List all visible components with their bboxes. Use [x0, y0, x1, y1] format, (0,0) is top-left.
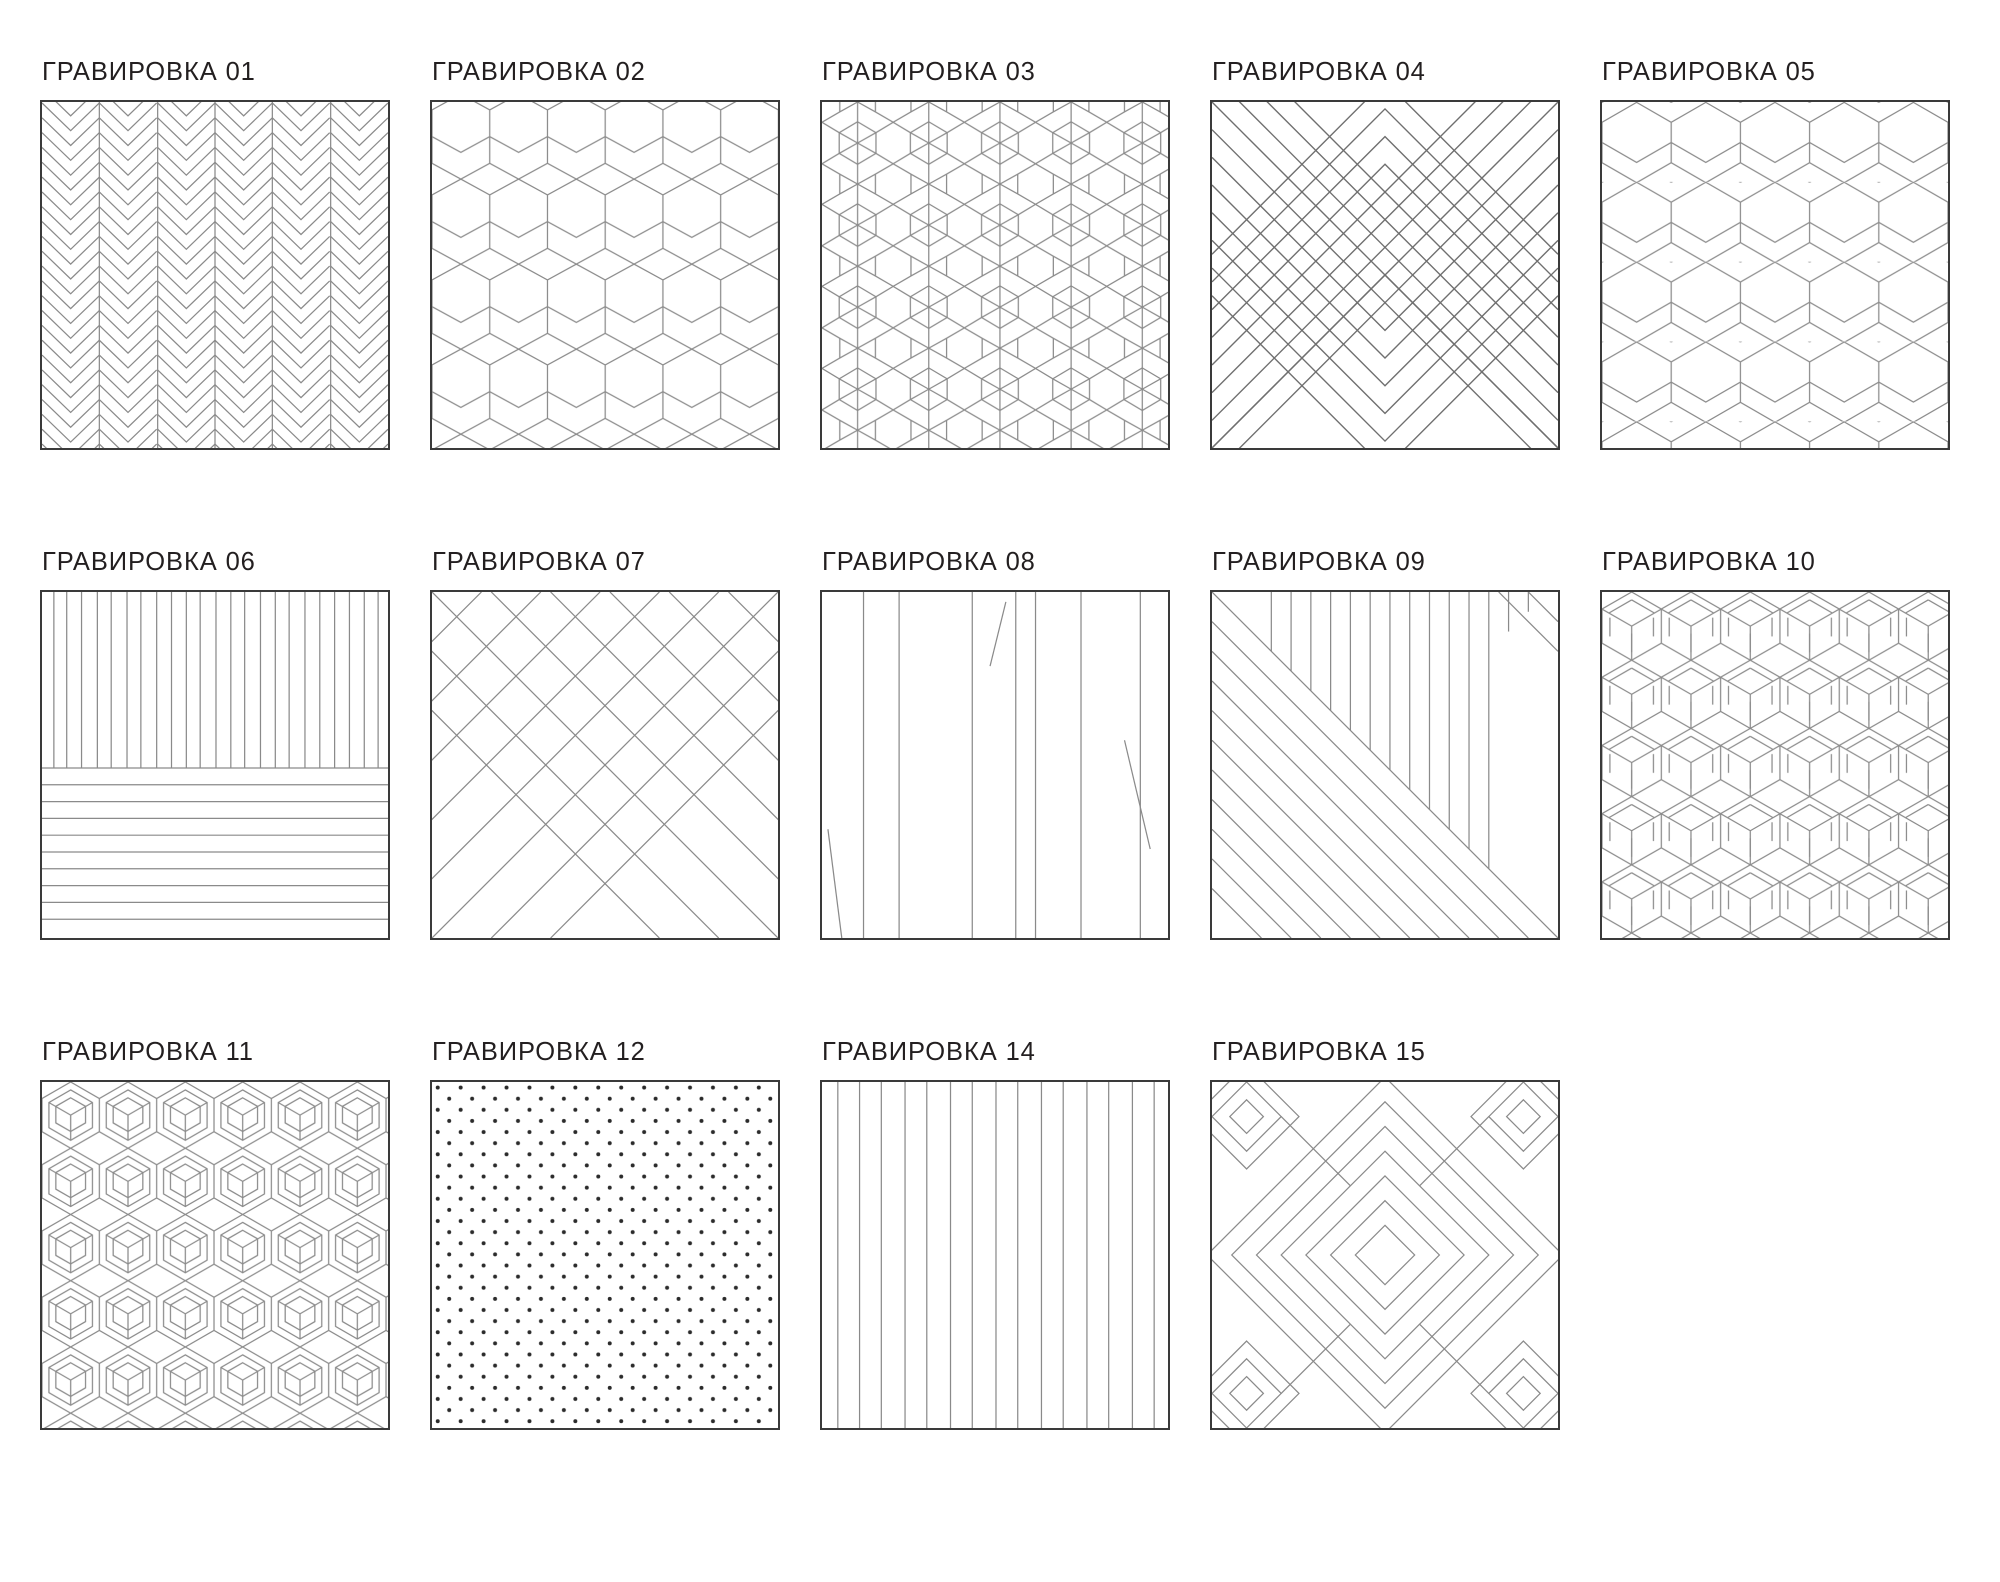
swatch-card-12[interactable] [430, 1038, 820, 1528]
pattern-star-rhombus-icon[interactable] [820, 100, 1170, 450]
swatch-card-02[interactable] [430, 58, 820, 548]
swatch-card-04[interactable] [1210, 58, 1600, 548]
pattern-concentric-diamonds-icon[interactable] [1210, 1080, 1560, 1430]
pattern-mixed-lines-icon[interactable] [40, 590, 390, 940]
pattern-nested-cubes-icon[interactable] [40, 1080, 390, 1430]
pattern-vertical-lines-icon[interactable] [820, 1080, 1170, 1430]
swatch-card-08[interactable] [820, 548, 1210, 1038]
swatch-label-15: ГРАВИРОВКА 15 [1212, 1038, 1426, 1066]
swatch-label-04: ГРАВИРОВКА 04 [1212, 58, 1426, 86]
pattern-sparse-lines-icon[interactable] [820, 590, 1170, 940]
swatch-card-10[interactable] [1600, 548, 1990, 1038]
pattern-diagonal-stripes-icon[interactable] [1210, 590, 1560, 940]
swatch-label-12: ГРАВИРОВКА 12 [432, 1038, 646, 1066]
swatch-label-09: ГРАВИРОВКА 09 [1212, 548, 1426, 576]
swatch-card-14[interactable] [820, 1038, 1210, 1528]
swatch-card-15[interactable] [1210, 1038, 1600, 1528]
swatch-card-05[interactable] [1600, 58, 1990, 548]
pattern-honeycomb-icon[interactable] [1600, 100, 1950, 450]
swatch-label-11: ГРАВИРОВКА 11 [42, 1038, 254, 1066]
swatch-label-05: ГРАВИРОВКА 05 [1602, 58, 1816, 86]
swatch-label-08: ГРАВИРОВКА 08 [822, 548, 1036, 576]
pattern-diagonal-cross-icon[interactable] [1210, 100, 1560, 450]
pattern-grid [40, 58, 2000, 1528]
swatch-label-02: ГРАВИРОВКА 02 [432, 58, 646, 86]
pattern-diamond-lattice-icon[interactable] [430, 590, 780, 940]
pattern-chevron-icon[interactable] [40, 100, 390, 450]
swatch-label-10: ГРАВИРОВКА 10 [1602, 548, 1816, 576]
swatch-card-06[interactable] [40, 548, 430, 1038]
pattern-cubes-icon[interactable] [1600, 590, 1950, 940]
swatch-label-07: ГРАВИРОВКА 07 [432, 548, 646, 576]
swatch-label-14: ГРАВИРОВКА 14 [822, 1038, 1036, 1066]
swatch-card-01[interactable] [40, 58, 430, 548]
swatch-card-11[interactable] [40, 1038, 430, 1528]
swatch-label-03: ГРАВИРОВКА 03 [822, 58, 1036, 86]
pattern-hexagon-tall-icon[interactable] [430, 100, 780, 450]
swatch-card-03[interactable] [820, 58, 1210, 548]
swatch-card-09[interactable] [1210, 548, 1600, 1038]
swatch-label-01: ГРАВИРОВКА 01 [42, 58, 256, 86]
swatch-card-07[interactable] [430, 548, 820, 1038]
pattern-dots-icon[interactable] [430, 1080, 780, 1430]
swatch-label-06: ГРАВИРОВКА 06 [42, 548, 256, 576]
